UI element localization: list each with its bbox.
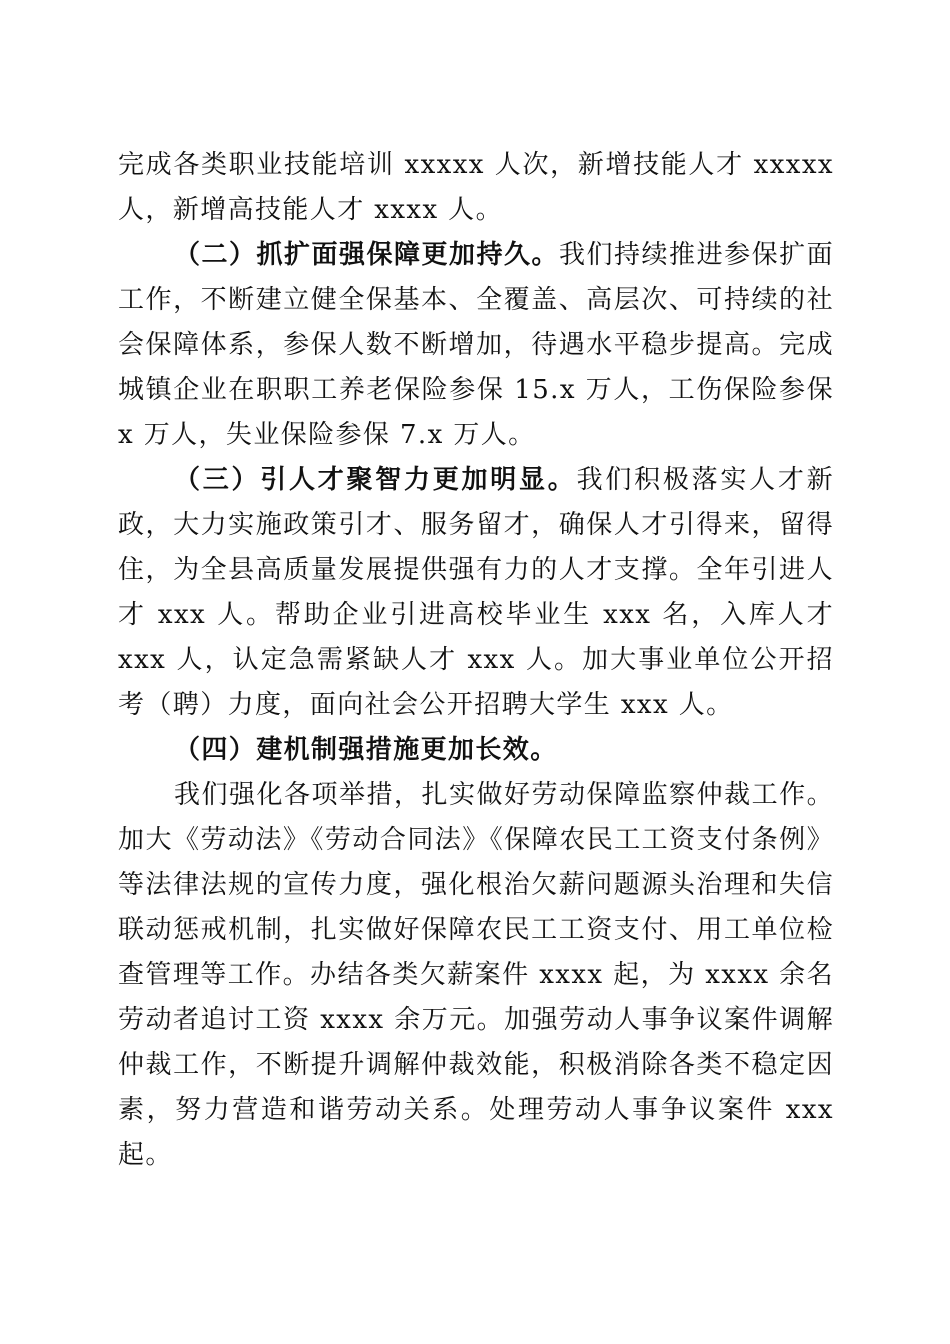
paragraph-text: 我们持续推进参保扩面工作，不断建立健全保基本、全覆盖、高层次、可持续的社会保障体系，参保人数不断增加，待遇水平稳步提高。完成城镇企业在职职工养老保险参保 15.x 万人，工伤保险参保 x 万人，失业保险参保 7.x 万人。 — [118, 240, 834, 450]
paragraph-continuation — [118, 143, 834, 233]
paragraph-section-2 — [118, 233, 834, 458]
paragraph-section-4-body — [118, 773, 834, 1178]
document-page — [118, 143, 834, 1178]
paragraph-text: 完成各类职业技能培训 xxxxx 人次，新增技能人才 xxxxx 人，新增高技能人才 xxxx 人。 — [118, 150, 834, 225]
paragraph-text: 我们积极落实人才新政，大力实施政策引才、服务留才，确保人才引得来，留得住，为全县高质量发展提供强有力的人才支撑。全年引进人才 xxx 人。帮助企业引进高校毕业生 xxx 名，入库人才 xxx 人，认定急需紧缺人才 xxx 人。加大事业单位公开招考（聘）力度，面向社会公开招聘大学生 xxx 人。 — [118, 465, 834, 720]
section-heading: （二）抓扩面强保障更加持久。 — [174, 240, 560, 270]
section-heading: （三）引人才聚智力更加明显。 — [174, 465, 577, 495]
paragraph-section-3 — [118, 458, 834, 728]
section-heading: （四）建机制强措施更加长效。 — [174, 735, 558, 765]
paragraph-section-4 — [118, 728, 834, 773]
paragraph-text: 我们强化各项举措，扎实做好劳动保障监察仲裁工作。加大《劳动法》《劳动合同法》《保障农民工工资支付条例》等法律法规的宣传力度，强化根治欠薪问题源头治理和失信联动惩戒机制，扎实做好保障农民工工资支付、用工单位检查管理等工作。办结各类欠薪案件 xxxx 起，为 xxxx 余名劳动者追讨工资 xxxx 余万元。加强劳动人事争议案件调解仲裁工作，不断提升调解仲裁效能，积极消除各类不稳定因素，努力营造和谐劳动关系。处理劳动人事争议案件 xxx 起。 — [118, 780, 834, 1170]
